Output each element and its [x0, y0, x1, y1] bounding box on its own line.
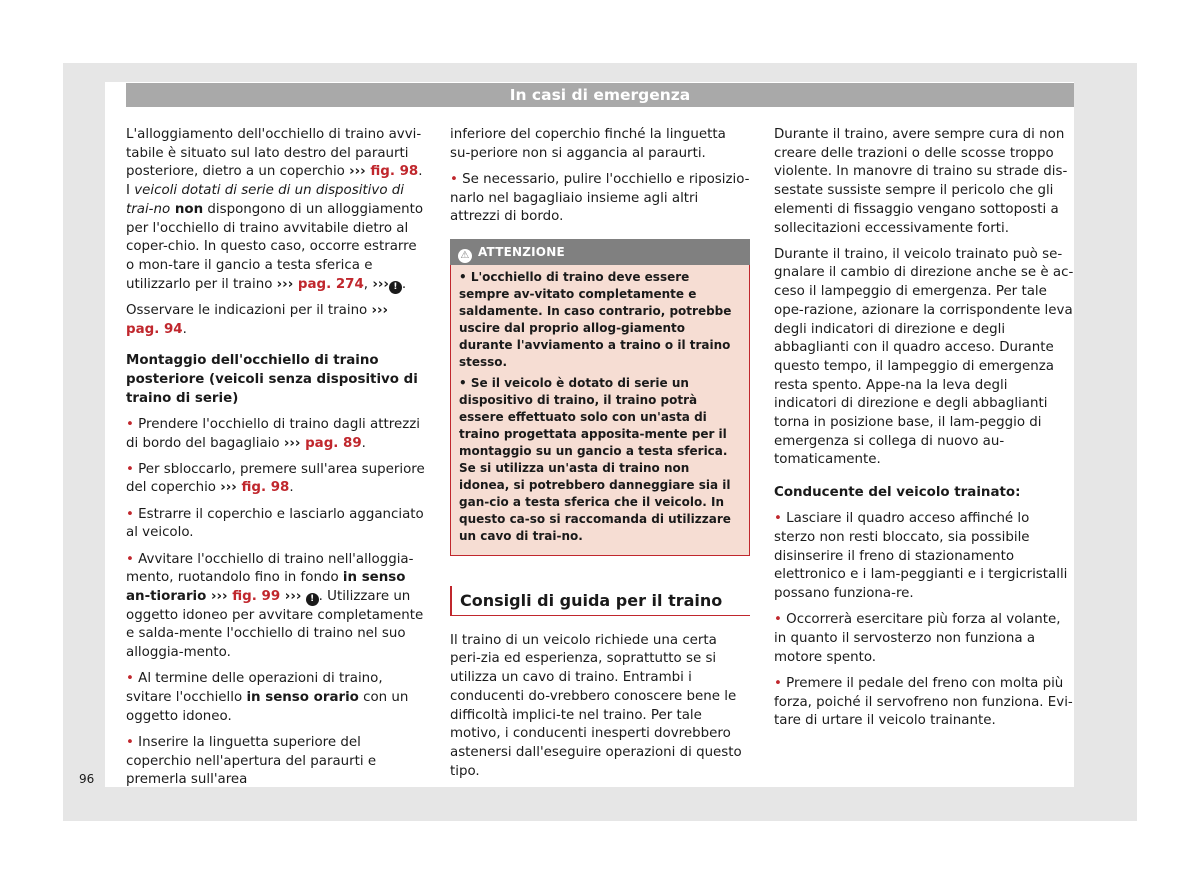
arrow-icon: ›››	[280, 588, 302, 604]
arrow-icon: ›››	[372, 276, 389, 292]
bullet-icon: •	[126, 416, 134, 432]
list-item: • Al termine delle operazioni di traino, svitare l'occhiello in senso orario con un oggetto idoneo.	[126, 671, 409, 724]
bullet-icon: •	[774, 511, 782, 527]
warning-icon[interactable]: !	[306, 593, 319, 606]
page-link[interactable]: pag. 94	[126, 321, 183, 337]
column-1	[126, 126, 426, 798]
attention-body	[450, 265, 750, 556]
figure-link[interactable]: fig. 98	[365, 164, 419, 180]
paragraph: Il traino di un veicolo richiede una certa peri-zia ed esperienza, soprattutto se si utilizza un cavo di traino. Entrambi i conducenti do-vrebbero conoscere bene le difficoltà implici-te nel traino. Per tale motivo, i conducenti inesperti dovrebbero astenersi dall'eseguire operazioni di questo tipo.	[450, 632, 742, 779]
warning-triangle-icon: ⚠	[458, 249, 472, 263]
arrow-icon: ›››	[220, 480, 237, 496]
list-item: • Prendere l'occhiello di traino dagli attrezzi di bordo del bagagliaio ››› pag. 89.	[126, 416, 420, 451]
list-item: • Occorrerà esercitare più forza al volante, in quanto il servosterzo non funziona a motore spento.	[774, 612, 1061, 665]
attention-item: • L'occhiello di traino deve essere sempre av-vitato completamente e saldamente. In caso contrario, potrebbe uscire dal proprio allog-giamento durante l'avviamento a traino o il traino stesso.	[459, 270, 732, 370]
figure-link[interactable]: fig. 98	[236, 480, 290, 496]
paragraph: Durante il traino, avere sempre cura di non creare delle trazioni o delle scosse troppo violente. In manovre di traino su strade dis-sestate sussiste sempre il pericolo che gli elementi di fissaggio vengano sottoposti a sollecitazioni eccessivamente forti.	[774, 127, 1068, 236]
list-item: • Estrarre il coperchio e lasciarlo agganciato al veicolo.	[126, 506, 424, 541]
arrow-icon: ›››	[276, 276, 294, 292]
bullet-icon: •	[774, 675, 782, 691]
bullet-icon: •	[774, 612, 782, 628]
bullet-icon: •	[450, 171, 458, 187]
attention-item: • Se il veicolo è dotato di serie un dispositivo di traino, il traino potrà essere effettuato solo con un'asta di traino progettata apposita-mente per il montaggio su un gancio a testa sferica. Se si utilizza un'asta di traino non idonea, si potrebbero danneggiare sia il gan-cio a testa sferica che il veicolo. In questo ca-so si raccomanda di utilizzare un cavo di trai-no.	[459, 376, 731, 544]
column-3	[774, 126, 1074, 739]
bullet-icon: •	[126, 461, 134, 477]
page-link[interactable]: pag. 89	[300, 435, 362, 451]
arrow-icon: ›››	[206, 588, 228, 604]
bullet-icon: •	[126, 734, 134, 750]
list-item: • Lasciare il quadro acceso affinché lo sterzo non resti bloccato, sia possibile disinserire il freno di stazionamento elettronico e i lam-peggianti e i tergicristalli possano funziona-re.	[774, 511, 1068, 602]
arrow-icon: ›››	[349, 164, 366, 180]
list-item: • Per sbloccarlo, premere sull'area superiore del coperchio ››› fig. 98.	[126, 461, 425, 496]
paragraph: Osservare le indicazioni per il traino ››› pag. 94.	[126, 302, 389, 337]
column-2	[450, 126, 750, 789]
subheading: Montaggio dell'occhiello di traino posteriore (veicoli senza dispositivo di traino di serie)	[126, 353, 418, 406]
paragraph: inferiore del coperchio finché la linguetta su-periore non si aggancia al paraurti.	[450, 127, 726, 161]
bullet-icon: •	[459, 270, 467, 285]
arrow-icon: ›››	[371, 302, 389, 318]
bullet-icon: •	[126, 671, 134, 687]
section-header: In casi di emergenza	[126, 83, 1074, 107]
subheading: Conducente del veicolo trainato:	[774, 485, 1021, 501]
bullet-icon: •	[126, 551, 134, 567]
list-item: • Avvitare l'occhiello di traino nell'alloggia-mento, ruotandolo fino in fondo in senso an-tiorario ››› fig. 99 ››› ! . Utilizzare un oggetto idoneo per avvitare completamente e salda-mente l'occhiello di traino nel suo alloggia-mento.	[126, 551, 424, 661]
page-number: 96	[79, 772, 95, 786]
figure-link[interactable]: fig. 99	[227, 588, 281, 604]
list-item: • Se necessario, pulire l'occhiello e riposizio-narlo nel bagagliaio insieme agli altri attrezzi di bordo.	[450, 171, 750, 225]
bullet-icon: •	[459, 376, 467, 391]
attention-box	[450, 239, 750, 556]
bullet-icon: •	[126, 506, 134, 522]
section-title: Consigli di guida per il traino	[450, 586, 750, 616]
paragraph: L'alloggiamento dell'occhiello di traino avvi-tabile è situato sul lato destro del paraurti posteriore, dietro a un coperchio ››› fig. 98. I veicoli dotati di serie di un dispositivo di trai-no non dispongono di un alloggiamento per l'occhiello di traino avvitabile dietro al coper-chio. In questo caso, occorre estrarre o mon-tare il gancio a testa sferica e utilizzarlo per il traino ››› pag. 274, ››› ! .	[126, 127, 424, 292]
warning-icon[interactable]: !	[389, 281, 402, 294]
list-item: • Premere il pedale del freno con molta più forza, poiché il servofreno non funziona. Evi-tare di urtare il veicolo trainante.	[774, 675, 1073, 729]
page-link[interactable]: pag. 274	[293, 276, 364, 292]
attention-header: ⚠ ATTENZIONE	[450, 239, 750, 265]
arrow-icon: ›››	[283, 435, 301, 451]
list-item: • Inserire la linguetta superiore del coperchio nell'apertura del paraurti e premerla sull'area	[126, 734, 377, 788]
paragraph: Durante il traino, il veicolo trainato può se-gnalare il cambio di direzione anche se è ac-ceso il lampeggio di emergenza. Per tale ope-razione, azionare la corrispondente leva degli indicatori di direzione e degli abbaglianti con il quadro acceso. Durante questo tempo, il lampeggio di emergenza resta spento. Appe-na la leva degli indicatori di direzione e degli abbaglianti torna in posizione base, il lam-peggio di emergenza si collega di nuovo au-tomaticamente.	[774, 246, 1074, 468]
